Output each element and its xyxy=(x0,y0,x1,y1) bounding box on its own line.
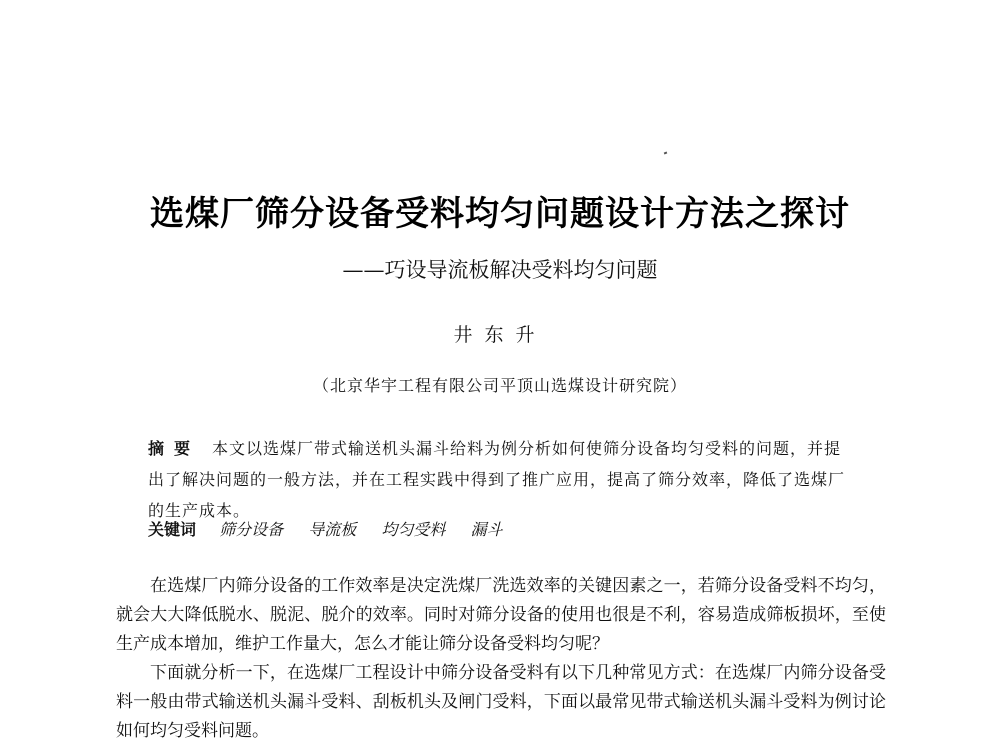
author-name: 井东升 xyxy=(453,324,547,346)
body-paragraph: 在选煤厂内筛分设备的工作效率是决定洗煤厂洗选效率的关键因素之一，若筛分设备受料不均匀，就会大大降低脱水、脱泥、脱介的效率。同时对筛分设备的使用也很是不利，容易造成筛板损坏，至使生产成本增加，维护工作量大，怎么才能让筛分设备受料均匀呢？ xyxy=(116,576,886,654)
keyword-item: 筛分设备 xyxy=(219,520,284,539)
abstract-label: 摘要 xyxy=(148,439,201,458)
author-affiliation: （北京华宇工程有限公司平顶山选煤设计研究院） xyxy=(312,376,687,395)
body-text xyxy=(116,572,886,746)
scan-speck xyxy=(664,152,668,155)
keyword-item: 漏斗 xyxy=(470,520,503,539)
abstract-text: 本文以选煤厂带式输送机头漏斗给料为例分析如何使筛分设备均匀受料的问题，并提出了解决问题的一般方法，并在工程实践中得到了推广应用，提高了筛分效率，降低了选煤厂的生产成本。 xyxy=(148,439,846,520)
body-paragraph: 下面就分析一下，在选煤厂工程设计中筛分设备受料有以下几种常见方式：在选煤厂内筛分设备受料一般由带式输送机头漏斗受料、刮板机头及闸门受料，下面以最常见带式输送机头漏斗受料为例讨论如何均匀受料问题。 xyxy=(116,663,886,741)
keyword-item: 均匀受料 xyxy=(381,520,446,539)
abstract-block xyxy=(148,433,858,526)
paper-title: 选煤厂筛分设备受料均匀问题设计方法之探讨 xyxy=(150,194,850,234)
keywords-block xyxy=(148,517,858,543)
paper-subtitle: ——巧设导流板解决受料均匀问题 xyxy=(342,258,658,282)
keyword-item: 导流板 xyxy=(308,520,357,539)
keywords-label: 关键词 xyxy=(148,520,197,539)
